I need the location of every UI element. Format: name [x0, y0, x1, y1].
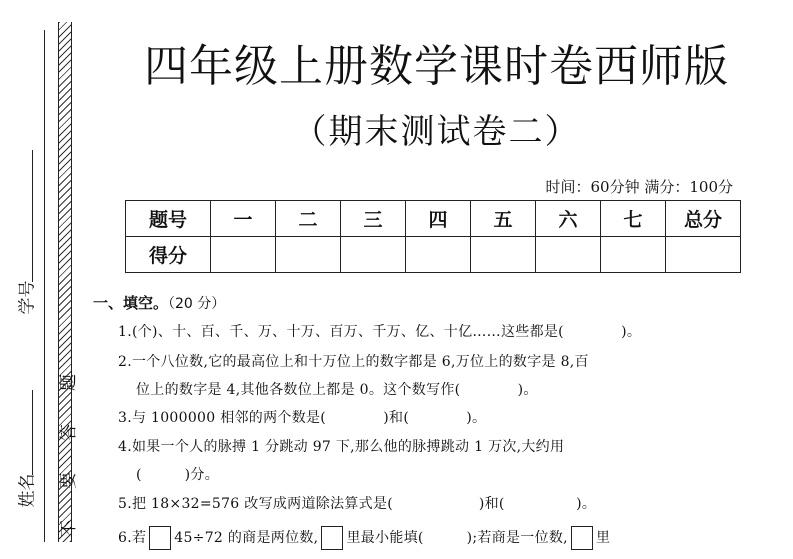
score-cell[interactable]: [471, 237, 536, 273]
score-header-cell: 三: [341, 201, 406, 237]
question-4-line-1: 4.如果一个人的脉搏 1 分跳动 97 下,那么他的脉搏跳动 1 万次,大约用: [118, 439, 565, 455]
score-row-label: 得分: [126, 237, 211, 273]
question-2-line-2: 位上的数字是 4,其他各数位上都是 0。这个数写作( )。: [136, 382, 538, 398]
section-points: （20 分）: [168, 296, 226, 312]
score-header-cell: 一: [211, 201, 276, 237]
score-header-cell: 总分: [666, 201, 741, 237]
score-header-cell: 二: [276, 201, 341, 237]
warning-char-1: 题: [59, 374, 79, 391]
question-1: 1.(个)、十、百、千、万、十万、百万、千万、亿、十亿……这些都是( )。: [118, 324, 642, 340]
question-6-part-4: 里: [595, 530, 611, 546]
score-header-cell: 六: [536, 201, 601, 237]
score-header-cell: 五: [471, 201, 536, 237]
warning-char-2: 答: [59, 424, 79, 441]
score-cell[interactable]: [211, 237, 276, 273]
exam-meta: 时间：60分钟 满分：100分: [545, 178, 733, 196]
question-6-part-1: 6.若: [118, 530, 147, 546]
question-6: [118, 526, 610, 550]
score-cell[interactable]: [276, 237, 341, 273]
score-cell[interactable]: [601, 237, 666, 273]
answer-box[interactable]: [571, 526, 593, 550]
score-table: [125, 200, 741, 273]
page-subtitle: （期末测试卷二）: [292, 112, 581, 152]
score-header-cell: 题号: [126, 201, 211, 237]
warning-char-4: 不: [59, 520, 79, 537]
margin-id-line: [32, 150, 33, 282]
question-3: 3.与 1000000 相邻的两个数是( )和( )。: [118, 410, 487, 426]
warning-char-3: 要: [59, 472, 79, 489]
score-header-cell: 四: [406, 201, 471, 237]
question-6-part-2: 45÷72 的商是两位数,: [174, 530, 319, 546]
page-title: 四年级上册数学课时卷西师版: [144, 41, 729, 92]
question-5: 5.把 18×32=576 改写成两道除法算式是( )和( )。: [118, 496, 597, 512]
score-header-cell: 七: [601, 201, 666, 237]
section-title: 一、填空。: [93, 294, 169, 312]
question-2-line-1: 2.一个八位数,它的最高位上和十万位上的数字都是 6,万位上的数字是 8,百: [118, 354, 589, 370]
question-4-line-2: ( )分。: [136, 467, 220, 483]
score-cell[interactable]: [341, 237, 406, 273]
question-6-part-3: 里最小能填( );若商是一位数,: [346, 530, 568, 546]
section-heading: [93, 292, 225, 313]
score-table-score-row: [126, 237, 741, 273]
answer-box[interactable]: [149, 526, 171, 550]
student-id-label: 学号: [17, 280, 38, 315]
score-cell[interactable]: [536, 237, 601, 273]
student-name-label: 姓名: [17, 473, 38, 508]
score-cell[interactable]: [406, 237, 471, 273]
binding-hatch: [58, 22, 72, 542]
margin-divider-line: [44, 30, 45, 542]
answer-box[interactable]: [321, 526, 343, 550]
score-table-header-row: [126, 201, 741, 237]
margin-name-line: [32, 390, 33, 475]
score-cell[interactable]: [666, 237, 741, 273]
